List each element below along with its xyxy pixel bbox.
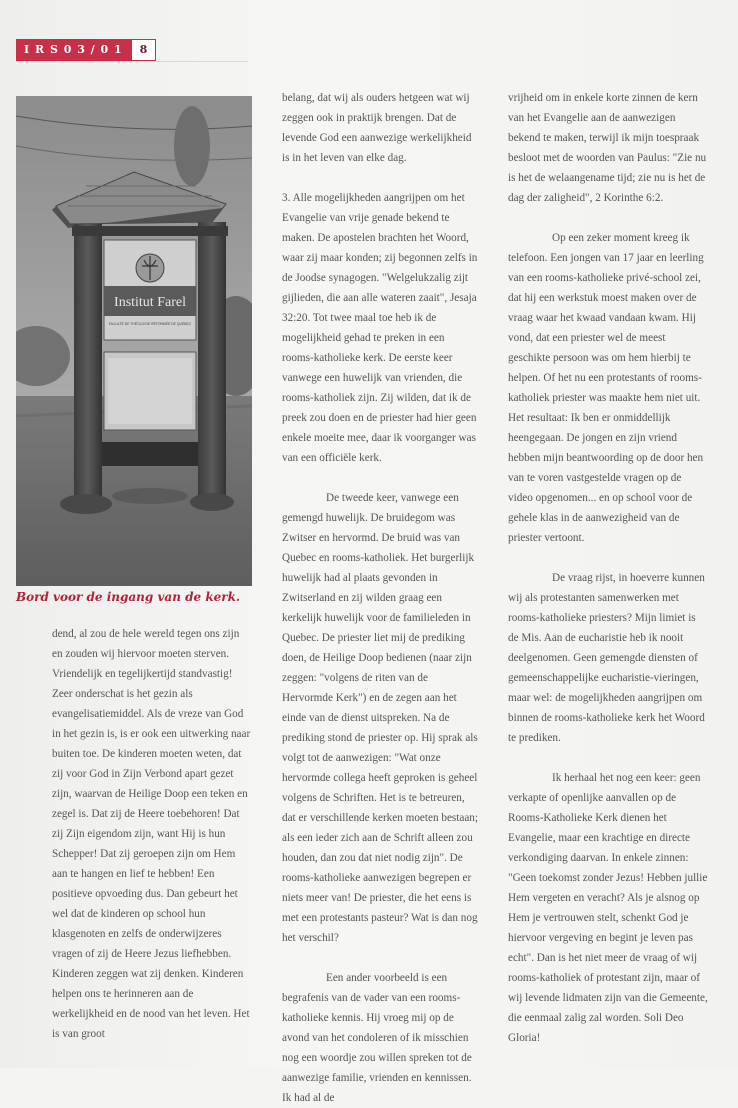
paragraph: Ik herhaal het nog een keer: geen verkapte of openlijke aanvallen op de Rooms-Katholieke Kerk dienen het Evangelie, maar een krachtige en directe verkondiging daarvan. In enkele zinnen: "Geen toekomst zonder Jezus! Hebben jullie Hem vergeten en veracht? Als je alsnog op Hem je vertrouwen stelt, schenkt God je hiervoor vergeving en begint je leven pas echt". Dan is het niet meer de vraag of wij rooms-katholiek of protestant zijn, maar of wij levende lidmaten zijn van die Gemeente, die eenmaal zalig zal worden. Soli Deo Gloria! xyxy=(508,772,708,1044)
paragraph: Een ander voorbeeld is een begrafenis van de vader van een rooms-katholieke kennis. Hij vroeg mij op de avond van het condoleren of ik misschien nog een woordje zou willen spreken tot de aanwezige familie, vrienden en kennissen. Ik had al de xyxy=(282,972,472,1104)
paragraph: Op een zeker moment kreeg ik telefoon. Een jongen van 17 jaar en leerling van een rooms-katholieke privé-school zei, dat hij een werkstuk moest maken over de vraag waar het kwaad vandaan kwam. Hij vond, dat een priester wel de meest geschikte persoon was om hem hierbij te helpen. Of het nu een protestants of rooms-katholiek priester was maakte hem niet uit. Het resultaat: Ik ben er onmiddellijk heengegaan. De jongen en zijn vriend hebben mijn beantwoording op de door hen van te voren vastgestelde vragen op de video opgenomen... en op school voor de gehele klas in de aanwezigheid van de priester vertoont. xyxy=(508,232,704,544)
text-column-3 xyxy=(508,88,708,1048)
text-column-1 xyxy=(52,624,252,1044)
church-sign-photo xyxy=(16,96,252,586)
paragraph: De tweede keer, vanwege een gemengd huwelijk. De bruidegom was Zwitser en hervormd. De bruid was van Quebec en rooms-katholiek. Het burgerlijk huwelijk had al plaats gevonden in Zwitserland en zij wilden graag een kerkelijk huwelijk voor de familieleden in Quebec. De priester liet mij de prediking doen, de Heilige Doop bedienen (naar zijn zeggen: "volgens de riten van de Hervormde Kerk") en de zegen aan het einde van de dienst uitspreken. Na de prediking stond de priester op. Hij sprak als volgt tot de aanwezigen: "Wat onze hervormde collega heeft geproken is geheel volgens de Schriften. Het is te betreuren, dat er verschillende kerken moeten bestaan; als een ieder zich aan de Schrift alleen zou houden, dan zou dat niet nodig zijn". De rooms-katholieke aanwezigen begrepen er niets meer van! De priester, die het eens is met een protestants pasteur? Wat is dan nog het verschil? xyxy=(282,492,479,944)
paragraph: dend, al zou de hele wereld tegen ons zijn en zouden wij hiervoor moeten sterven. Vriendelijk en tegelijkertijd standvastig! Zeer onderschat is het gezin als evangelisatiemiddel. Als de vreze van God in het gezin is, is er ook een uitwerking naar buiten toe. De kinderen moeten weten, dat zij voor God in Zijn Verbond apart gezet zijn, waarvan de Heilige Doop een teken en zegel is. Dat zij de Heere toebehoren! Dat zij Zijn eigendom zijn, want Hij is hun Schepper! Dat zij geroepen zijn om Hem aan te hangen en lief te hebben! Een positieve opvoeding dus. Dan gebeurt het wel dat de kinderen op school hun klasgenoten en zelfs de onderwijzeres vragen of zij de Heere Jezus liefhebben. Kinderen zeggen wat zij denken. Kinderen helpen ons te herinneren aan de werkelijkheid en de nood van het leven. Het is van groot xyxy=(52,628,251,1040)
page-number: 8 xyxy=(131,39,157,61)
sign-name: Institut Farel xyxy=(114,295,186,310)
sign-subtitle: FACULTÉ DE THÉOLOGIE RÉFORMÉE DE QUÉBEC xyxy=(108,322,192,326)
paragraph: vrijheid om in enkele korte zinnen de kern van het Evangelie aan de aanwezigen bekend te maken, terwijl ik mijn toespraak besloot met de woorden van Paulus: "Zie nu is het de welaangename tijd; zie nu is het de dag der zaligheid", 2 Korinthe 6:2. xyxy=(508,92,707,204)
text-column-2 xyxy=(282,88,478,1108)
header-divider xyxy=(16,61,248,62)
church-sign-illustration xyxy=(16,96,252,586)
issue-header xyxy=(16,39,156,61)
paragraph: belang, dat wij als ouders hetgeen wat wij zeggen ook in praktijk brengen. Dat de levende God een aanwezige werkelijkheid is in het leven van elke dag. xyxy=(282,92,472,164)
photo-caption: Bord voor de ingang van de kerk. xyxy=(16,590,241,604)
paragraph: De vraag rijst, in hoeverre kunnen wij als protestanten samenwerken met rooms-katholieke priesters? Mijn limiet is de Mis. Aan de eucharistie heb ik nooit deelgenomen. Geen gemengde diensten of gemeenschappelijke eucharistie-vieringen, maar wel: de mogelijkheden aangrijpen om binnen de rooms-katholieke kerk het Woord te prediken. xyxy=(508,572,705,744)
issue-code: I R S 0 3 / 0 1 xyxy=(16,39,131,61)
paragraph: 3. Alle mogelijkheden aangrijpen om het Evangelie van vrije genade bekend te maken. De apostelen brachten het Woord, waar zij maar konden; zij begonnen zelfs in de Joodse synagogen. "Welgelukzalig zijt gijlieden, die aan alle wateren zaait", Jesaja 32:20. Tot twee maal toe heb ik de mogelijkheid gehad te preken in een rooms-katholieke kerk. De eerste keer vanwege een huwelijk van vrienden, die rooms-katholiek zijn. Zij wilden, dat ik de preek zou doen en de priester had hier geen enkele moeite mee, daar ik voorganger was van een officiële kerk. xyxy=(282,192,478,464)
